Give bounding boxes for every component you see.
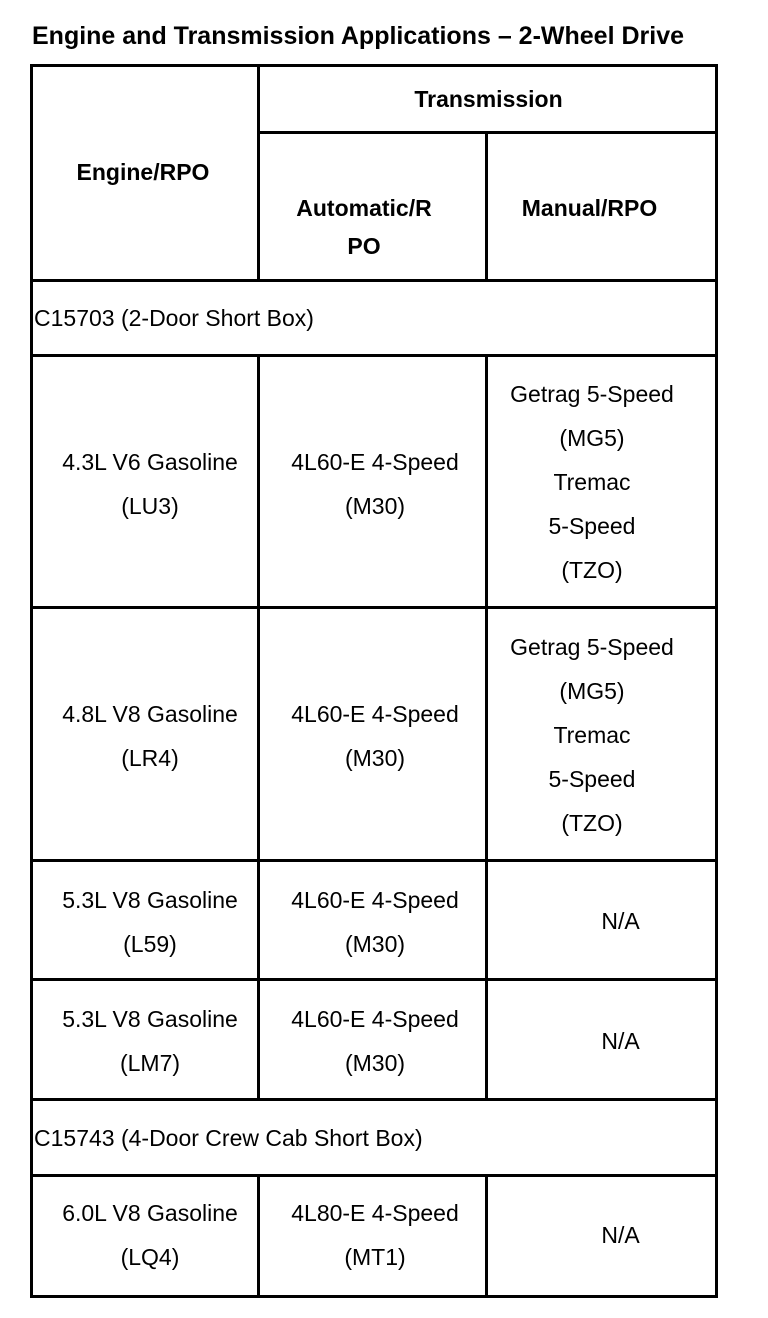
- column-divider: [485, 131, 488, 282]
- header-automatic: [261, 189, 467, 265]
- engine-rpo: (L59): [123, 931, 177, 957]
- automatic-rpo: (M30): [344, 493, 406, 519]
- manual-line: Getrag 5-Speed: [510, 634, 674, 660]
- automatic-cell: [264, 1191, 486, 1279]
- engine-cell: [38, 692, 262, 780]
- engine-cell: [38, 1191, 262, 1279]
- manual-line: 5-Speed: [548, 766, 636, 792]
- engine-cell: [38, 997, 262, 1085]
- row-divider: [30, 1174, 718, 1177]
- automatic-name: 4L60-E 4-Speed: [291, 1006, 459, 1032]
- manual-cell: N/A: [601, 1028, 640, 1054]
- header-engine: Engine/RPO: [76, 159, 210, 185]
- automatic-cell: [264, 440, 486, 528]
- automatic-rpo: (M30): [344, 931, 406, 957]
- table-border-bottom: [30, 1295, 718, 1298]
- automatic-rpo: (M30): [344, 745, 406, 771]
- manual-line: (TZO): [561, 557, 623, 583]
- automatic-name: 4L60-E 4-Speed: [291, 887, 459, 913]
- engine-name: 5.3L V8 Gasoline: [62, 1006, 238, 1032]
- manual-line: (MG5): [559, 425, 625, 451]
- manual-cell: N/A: [601, 908, 640, 934]
- header-transmission: Transmission: [414, 86, 563, 112]
- manual-line: (MG5): [559, 678, 625, 704]
- section-label: C15703 (2-Door Short Box): [34, 305, 314, 331]
- manual-cell: [492, 372, 692, 592]
- table-border-top: [30, 64, 718, 67]
- automatic-cell: [264, 878, 486, 966]
- engine-cell: [38, 878, 262, 966]
- manual-line: Getrag 5-Speed: [510, 381, 674, 407]
- engine-rpo: (LU3): [121, 493, 179, 519]
- automatic-rpo: (MT1): [344, 1244, 406, 1270]
- automatic-cell: [264, 692, 486, 780]
- page-title: Engine and Transmission Applications – 2-Wheel Drive: [32, 22, 685, 50]
- transmission-header-divider: [259, 131, 718, 134]
- manual-cell: [492, 625, 692, 845]
- applications-table: [30, 64, 718, 1298]
- manual-line: Tremac: [553, 722, 631, 748]
- engine-name: 4.8L V8 Gasoline: [62, 701, 238, 727]
- row-divider: [30, 1098, 718, 1101]
- manual-line: (TZO): [561, 810, 623, 836]
- manual-line: 5-Speed: [548, 513, 636, 539]
- table-border-left: [30, 64, 33, 1298]
- automatic-rpo: (M30): [344, 1050, 406, 1076]
- row-divider: [30, 978, 718, 981]
- automatic-name: 4L60-E 4-Speed: [291, 449, 459, 475]
- section-label: C15743 (4-Door Crew Cab Short Box): [34, 1125, 423, 1151]
- engine-name: 5.3L V8 Gasoline: [62, 887, 238, 913]
- row-divider: [30, 606, 718, 609]
- engine-name: 4.3L V6 Gasoline: [62, 449, 238, 475]
- manual-cell: N/A: [601, 1222, 640, 1248]
- header-manual: Manual/RPO: [521, 195, 658, 221]
- header-automatic-line2: PO: [347, 233, 381, 259]
- automatic-name: 4L60-E 4-Speed: [291, 701, 459, 727]
- header-divider: [30, 279, 718, 282]
- row-divider: [30, 859, 718, 862]
- automatic-cell: [264, 997, 486, 1085]
- automatic-name: 4L80-E 4-Speed: [291, 1200, 459, 1226]
- engine-rpo: (LQ4): [120, 1244, 180, 1270]
- table-border-right: [715, 64, 718, 1298]
- engine-name: 6.0L V8 Gasoline: [62, 1200, 238, 1226]
- row-divider: [30, 354, 718, 357]
- manual-line: Tremac: [553, 469, 631, 495]
- engine-rpo: (LM7): [119, 1050, 181, 1076]
- engine-rpo: (LR4): [121, 745, 179, 771]
- header-automatic-line1: Automatic/R: [296, 195, 432, 221]
- engine-cell: [38, 440, 262, 528]
